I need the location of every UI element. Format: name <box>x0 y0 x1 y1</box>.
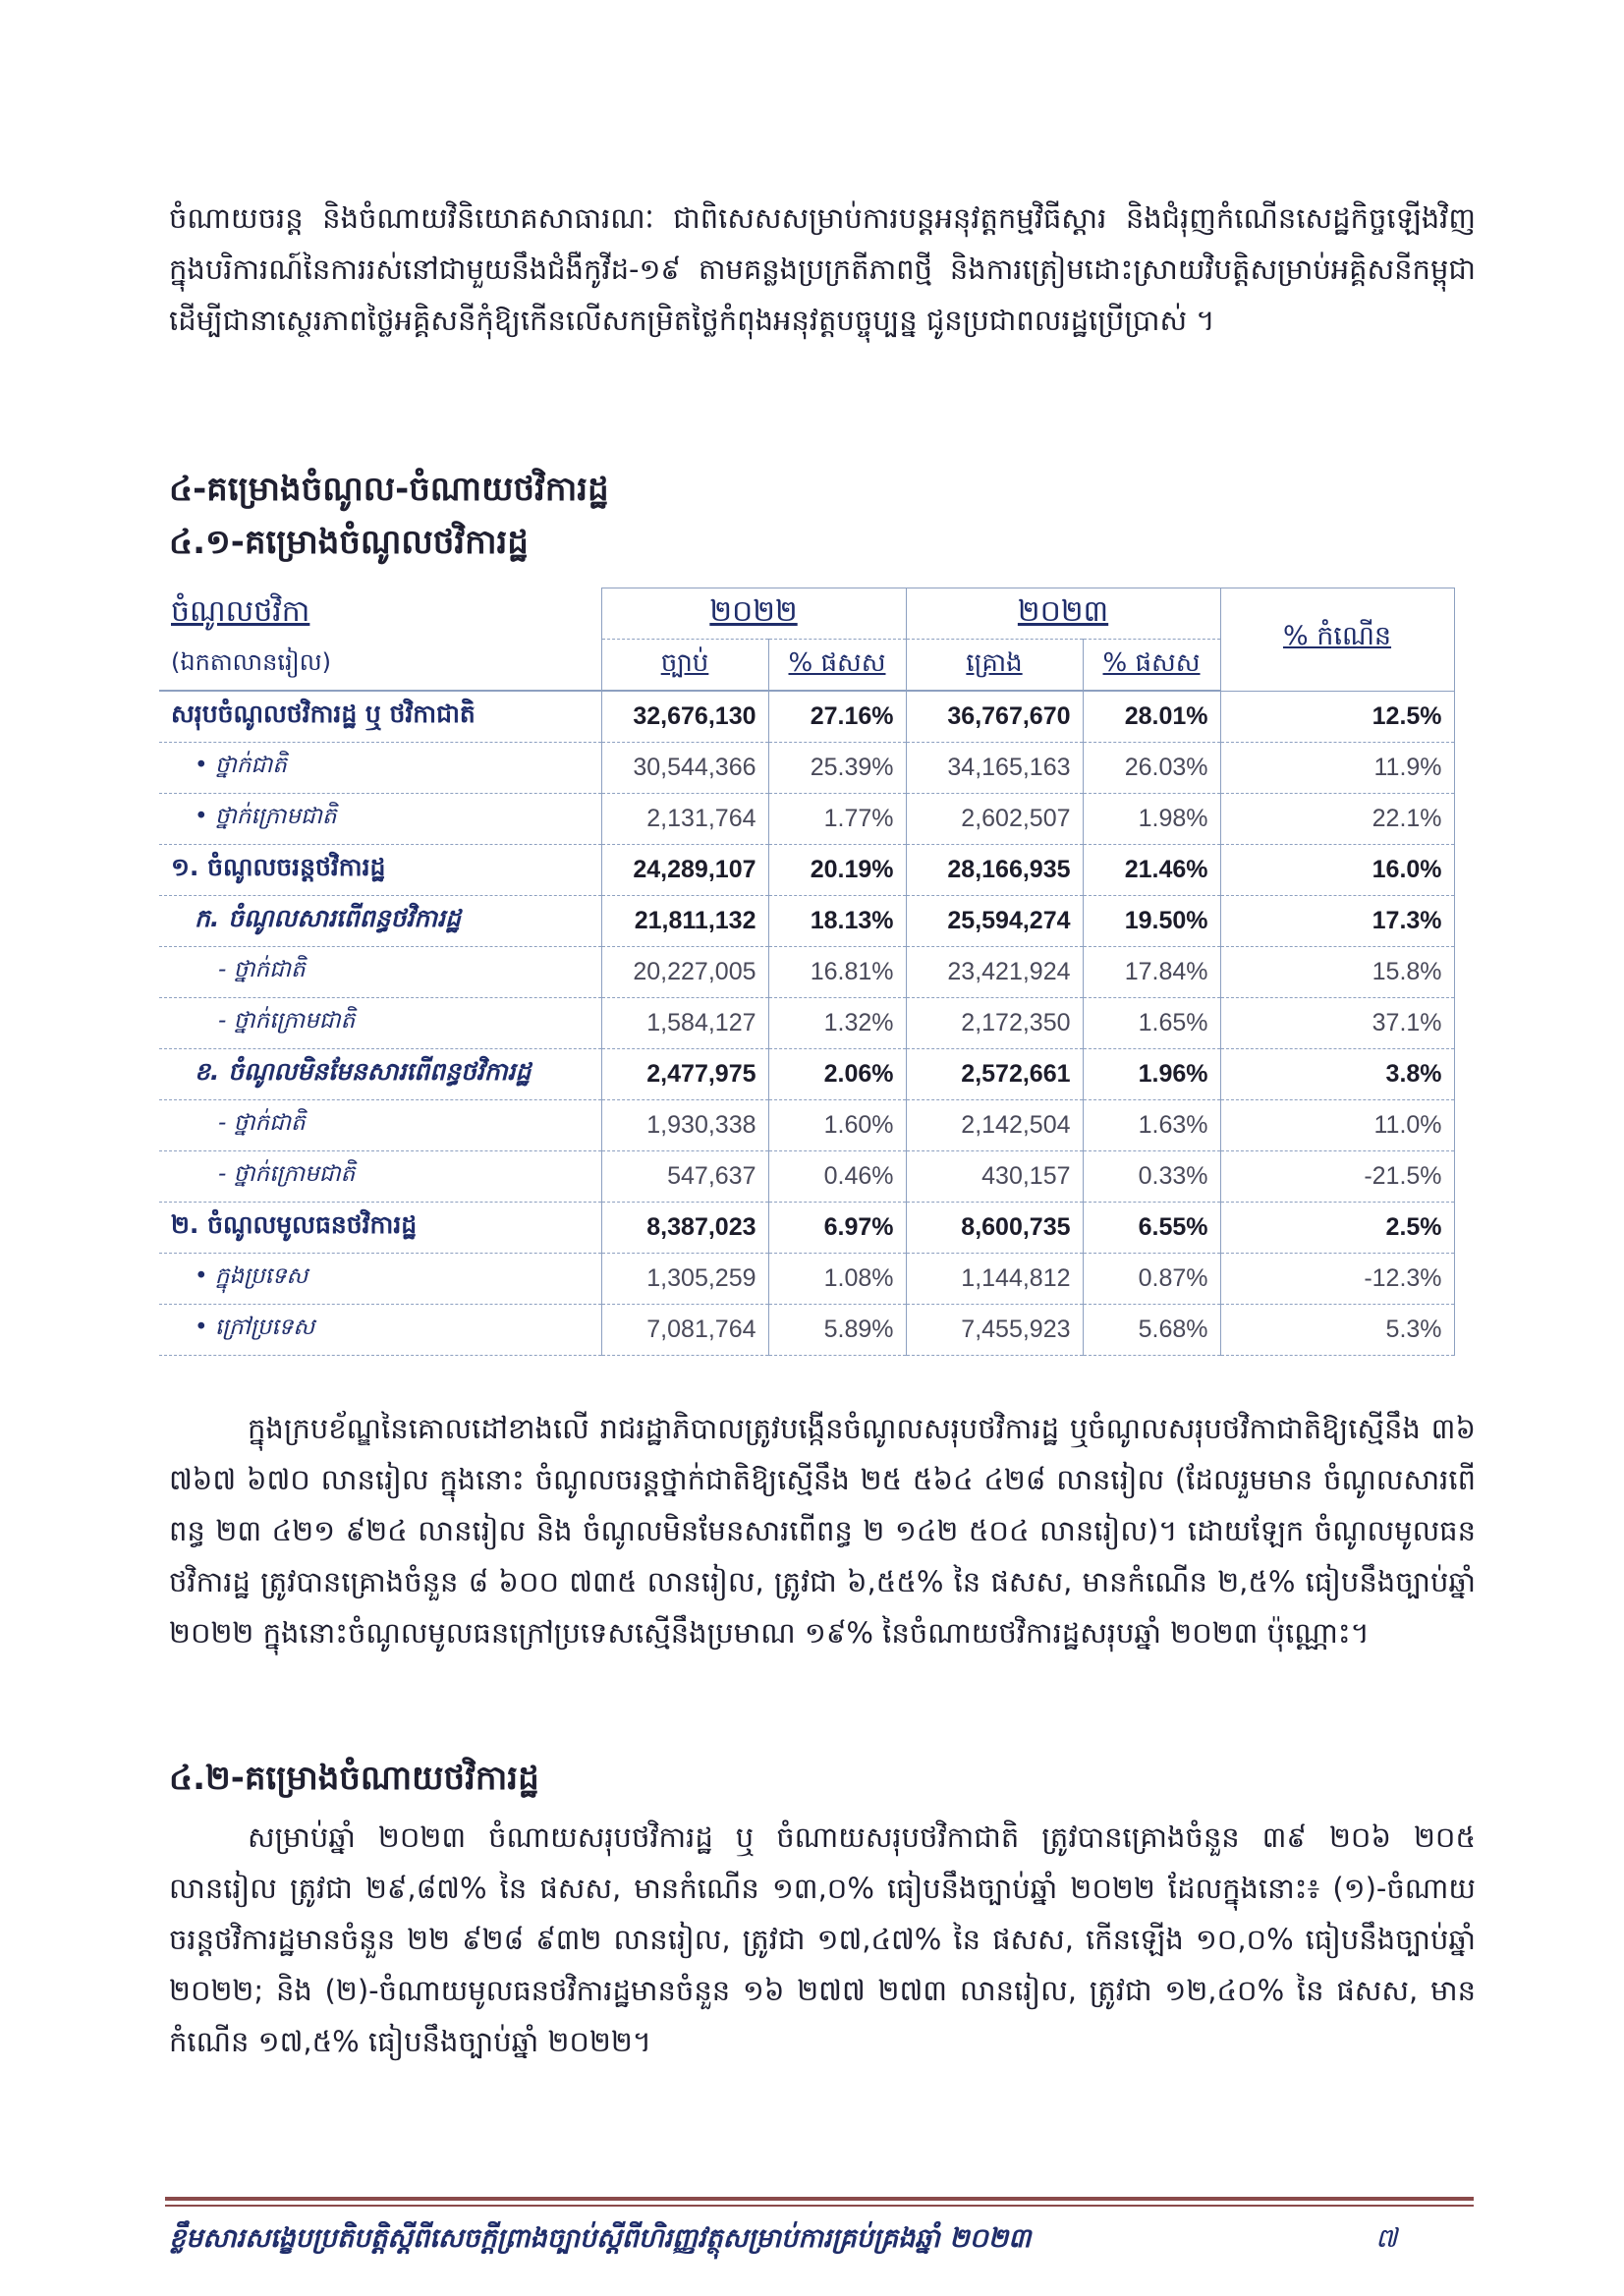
table-row <box>159 1254 1454 1305</box>
gdp-share-2023: 26.03% <box>1083 743 1220 794</box>
growth-value: 5.3% <box>1220 1305 1454 1356</box>
gdp-share-2023: 1.65% <box>1083 998 1220 1049</box>
gdp-share-2022: 25.39% <box>768 743 906 794</box>
section-4-2-heading: ៤.២-គម្រោងចំណាយថវិការដ្ឋ <box>169 1759 539 1798</box>
growth-value: 12.5% <box>1220 691 1454 743</box>
value-2023: 1,144,812 <box>906 1254 1083 1305</box>
row-label: • ក្នុងប្រទេស <box>159 1254 601 1305</box>
value-2023: 2,602,507 <box>906 794 1083 845</box>
table-header-row-1 <box>159 588 1454 640</box>
value-2022: 21,811,132 <box>601 896 768 947</box>
value-2023: 28,166,935 <box>906 845 1083 896</box>
gdp-share-2023: 0.33% <box>1083 1151 1220 1203</box>
gdp-share-2023: 21.46% <box>1083 845 1220 896</box>
gdp-share-2022: 5.89% <box>768 1305 906 1356</box>
gdp-share-2022: 18.13% <box>768 896 906 947</box>
growth-value: 2.5% <box>1220 1203 1454 1254</box>
table-row <box>159 794 1454 845</box>
table-row <box>159 998 1454 1049</box>
gdp-share-2022: 1.32% <box>768 998 906 1049</box>
value-2023: 36,767,670 <box>906 691 1083 743</box>
row-label: - ថ្នាក់ជាតិ <box>159 947 601 998</box>
growth-value: 11.0% <box>1220 1100 1454 1151</box>
gdp-share-2023: 6.55% <box>1083 1203 1220 1254</box>
row-label: ១. ចំណូលចរន្តថវិការដ្ឋ <box>159 845 601 896</box>
gdp-share-2023: 1.96% <box>1083 1049 1220 1100</box>
row-label: ២. ចំណូលមូលធនថវិការដ្ឋ <box>159 1203 601 1254</box>
plan-subheader: គ្រោង <box>906 640 1083 692</box>
growth-value: 15.8% <box>1220 947 1454 998</box>
gdp-share-2023: 5.68% <box>1083 1305 1220 1356</box>
value-2023: 430,157 <box>906 1151 1083 1203</box>
gdp-share-2022: 2.06% <box>768 1049 906 1100</box>
value-2023: 7,455,923 <box>906 1305 1083 1356</box>
revenue-summary-paragraph: ក្នុងក្របខ័ណ្ឌនៃគោលដៅខាងលើ រាជរដ្ឋាភិបាលត្រូវបង្កើនចំណូលសរុបថវិការដ្ឋ ឬចំណូលសរុបថវិកាជាតិឱ្យស្មើនឹង ៣៦ ៧៦៧ ៦៧០ លានរៀល ក្នុងនោះ ចំណូលចរន្តថ្នាក់ជាតិឱ្យស្មើនឹង ២៥ ៥៦៤ ៤២៨ លានរៀល (ដែលរួមមាន ចំណូលសារពើពន្ធ ២៣ ៤២១ ៩២៤ លានរៀល និង ចំណូលមិនមែនសារពើពន្ធ ២ ១៤២ ៥០៤ លានរៀល)។ ដោយឡែក ចំណូលមូលធនថវិការដ្ឋ ត្រូវបានគ្រោងចំនួន ៨ ៦០០ ៧៣៥ លានរៀល, ត្រូវជា ៦,៥៥% នៃ ផសស, មានកំណើន ២,៥% ធៀបនឹងច្បាប់ឆ្នាំ ២០២២ ក្នុងនោះចំណូលមូលធនក្រៅប្រទេសស្មើនឹងប្រមាណ ១៩% នៃចំណាយថវិការដ្ឋសរុបឆ្នាំ ២០២៣ ប៉ុណ្ណោះ។ <box>169 1412 1476 1650</box>
gdp-share-2022: 16.81% <box>768 947 906 998</box>
gdp-subheader-2022: % ផសស <box>768 640 906 692</box>
value-2022: 1,930,338 <box>601 1100 768 1151</box>
growth-value: 22.1% <box>1220 794 1454 845</box>
growth-value: -21.5% <box>1220 1151 1454 1203</box>
table-row <box>159 1203 1454 1254</box>
table-row <box>159 743 1454 794</box>
gdp-share-2022: 1.77% <box>768 794 906 845</box>
row-label: ខ. ចំណូលមិនមែនសារពើពន្ធថវិការដ្ឋ <box>159 1049 601 1100</box>
value-2023: 25,594,274 <box>906 896 1083 947</box>
expenditure-summary-paragraph: សម្រាប់ឆ្នាំ ២០២៣ ចំណាយសរុបថវិការដ្ឋ ឬ ចំណាយសរុបថវិកាជាតិ ត្រូវបានគ្រោងចំនួន ៣៩ ២០៦ ២០៥ លានរៀល ត្រូវជា ២៩,៨៧% នៃ ផសស, មានកំណើន ១៣,០% ធៀបនឹងច្បាប់ឆ្នាំ ២០២២ ដែលក្នុងនោះ៖ (១)-ចំណាយចរន្តថវិការដ្ឋមានចំនួន ២២ ៩២៨ ៩៣២ លានរៀល, ត្រូវជា ១៧,៤៧% នៃ ផសស, កើនឡើង ១០,០% ធៀបនឹងច្បាប់ឆ្នាំ ២០២២; និង (២)-ចំណាយមូលធនថវិការដ្ឋមានចំនួន ១៦ ២៧៧ ២៧៣ លានរៀល, ត្រូវជា ១២,៤០% នៃ ផសស, មានកំណើន ១៧,៥% ធៀបនឹងច្បាប់ឆ្នាំ ២០២២។ <box>169 1820 1476 2058</box>
value-2022: 2,131,764 <box>601 794 768 845</box>
year-2022-header: ២០២២ <box>601 588 906 640</box>
value-2022: 24,289,107 <box>601 845 768 896</box>
law-subheader: ច្បាប់ <box>601 640 768 692</box>
table-row <box>159 1100 1454 1151</box>
gdp-share-2022: 0.46% <box>768 1151 906 1203</box>
footer-rule-thin <box>165 2205 1474 2207</box>
unit-label: (ឯកតាលានរៀល) <box>159 640 601 692</box>
intro-paragraph: ចំណាយចរន្ត និងចំណាយវិនិយោគសាធារណៈ ជាពិសេសសម្រាប់ការបន្តអនុវត្តកម្មវិធីស្តារ និងជំរុញកំណើនសេដ្ឋកិច្ចឡើងវិញក្នុងបរិការណ៍នៃការរស់នៅជាមួយនឹងជំងឺកូវីដ-១៩ តាមគន្លងប្រក្រតីភាពថ្មី និងការត្រៀមដោះស្រាយវិបត្តិសម្រាប់អគ្គិសនីកម្ពុជា ដើម្បីជានាស្ថេរភាពថ្លៃអគ្គិសនីកុំឱ្យកើនលើសកម្រិតថ្លៃកំពុងអនុវត្តបច្ចុប្បន្ន ជូនប្រជាពលរដ្ឋប្រើប្រាស់ ។ <box>169 201 1476 337</box>
growth-value: 16.0% <box>1220 845 1454 896</box>
value-2022: 1,305,259 <box>601 1254 768 1305</box>
section-4-heading: ៤-គម្រោងចំណូល-ចំណាយថវិការដ្ឋ <box>169 470 609 509</box>
value-2022: 30,544,366 <box>601 743 768 794</box>
gdp-share-2023: 0.87% <box>1083 1254 1220 1305</box>
gdp-share-2023: 1.98% <box>1083 794 1220 845</box>
value-2023: 2,172,350 <box>906 998 1083 1049</box>
revenue-budget-table <box>159 588 1455 1356</box>
row-label: ក. ចំណូលសារពើពន្ធថវិការដ្ឋ <box>159 896 601 947</box>
row-label: • ថ្នាក់ក្រោមជាតិ <box>159 794 601 845</box>
value-2022: 7,081,764 <box>601 1305 768 1356</box>
table-row <box>159 1305 1454 1356</box>
value-2023: 8,600,735 <box>906 1203 1083 1254</box>
gdp-share-2023: 1.63% <box>1083 1100 1220 1151</box>
row-label: សរុបចំណូលថវិការដ្ឋ ឬ ថវិកាជាតិ <box>159 691 601 743</box>
value-2023: 2,142,504 <box>906 1100 1083 1151</box>
value-2023: 34,165,163 <box>906 743 1083 794</box>
table-row <box>159 947 1454 998</box>
gdp-subheader-2023: % ផសស <box>1083 640 1220 692</box>
value-2023: 23,421,924 <box>906 947 1083 998</box>
table-row <box>159 896 1454 947</box>
value-2022: 32,676,130 <box>601 691 768 743</box>
growth-value: 3.8% <box>1220 1049 1454 1100</box>
table-corner-title: ចំណូលថវិកា <box>171 593 310 629</box>
growth-header: % កំណើន <box>1220 588 1454 692</box>
gdp-share-2023: 17.84% <box>1083 947 1220 998</box>
gdp-share-2022: 20.19% <box>768 845 906 896</box>
growth-value: 37.1% <box>1220 998 1454 1049</box>
page-number: ៧ <box>1375 2223 1398 2254</box>
value-2022: 2,477,975 <box>601 1049 768 1100</box>
value-2023: 2,572,661 <box>906 1049 1083 1100</box>
gdp-share-2023: 19.50% <box>1083 896 1220 947</box>
value-2022: 547,637 <box>601 1151 768 1203</box>
footer-title: ខ្លឹមសារសង្ខេបប្រតិបត្តិស្តីពីសេចក្តីព្រាងច្បាប់ស្តីពីហិរញ្ញវត្ថុសម្រាប់ការគ្រប់គ្រងឆ្នាំ ២០២៣ <box>169 2223 1032 2254</box>
value-2022: 20,227,005 <box>601 947 768 998</box>
row-label: • ថ្នាក់ជាតិ <box>159 743 601 794</box>
row-label: • ក្រៅប្រទេស <box>159 1305 601 1356</box>
section-4-1-heading: ៤.១-គម្រោងចំណូលថវិការដ្ឋ <box>169 523 529 562</box>
gdp-share-2023: 28.01% <box>1083 691 1220 743</box>
value-2022: 8,387,023 <box>601 1203 768 1254</box>
growth-value: 11.9% <box>1220 743 1454 794</box>
growth-value: 17.3% <box>1220 896 1454 947</box>
year-2023-header: ២០២៣ <box>906 588 1220 640</box>
table-row <box>159 1151 1454 1203</box>
row-label: - ថ្នាក់ក្រោមជាតិ <box>159 1151 601 1203</box>
table-row <box>159 691 1454 743</box>
gdp-share-2022: 6.97% <box>768 1203 906 1254</box>
growth-value: -12.3% <box>1220 1254 1454 1305</box>
table-row <box>159 845 1454 896</box>
footer-rule <box>165 2197 1474 2201</box>
gdp-share-2022: 1.08% <box>768 1254 906 1305</box>
gdp-share-2022: 27.16% <box>768 691 906 743</box>
value-2022: 1,584,127 <box>601 998 768 1049</box>
row-label: - ថ្នាក់ជាតិ <box>159 1100 601 1151</box>
row-label: - ថ្នាក់ក្រោមជាតិ <box>159 998 601 1049</box>
gdp-share-2022: 1.60% <box>768 1100 906 1151</box>
table-row <box>159 1049 1454 1100</box>
